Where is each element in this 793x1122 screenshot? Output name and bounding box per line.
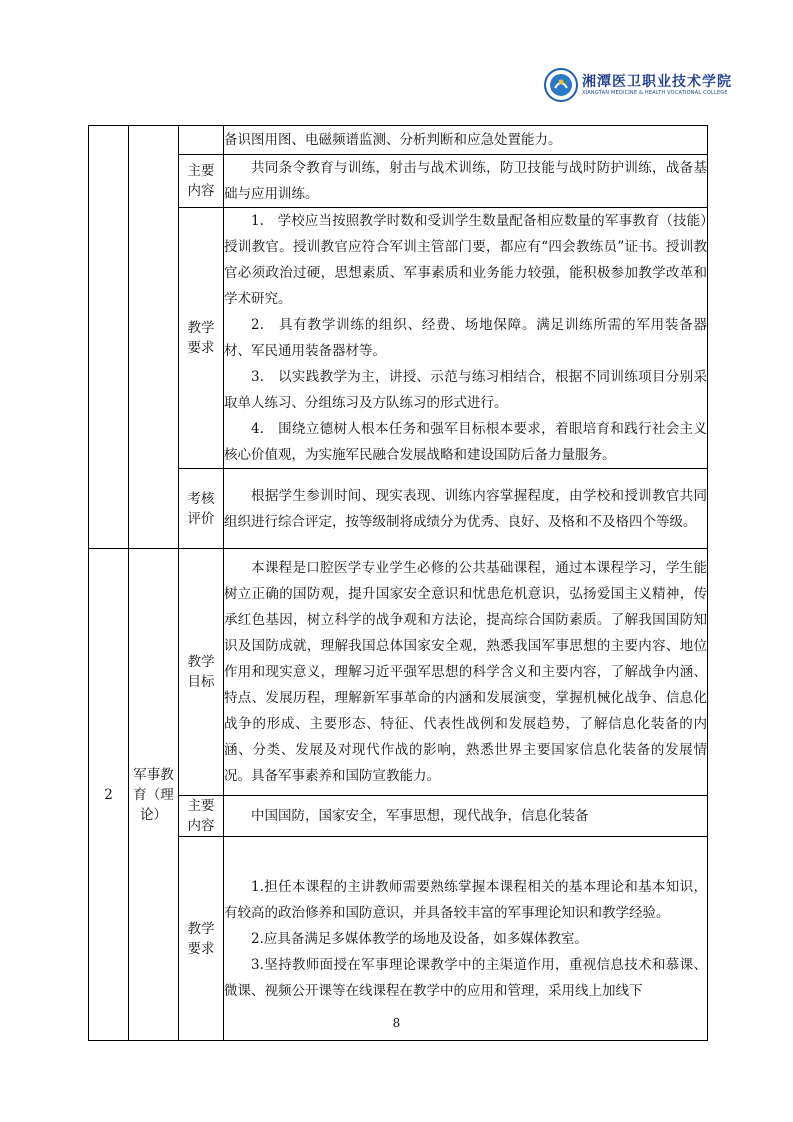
row-label: 主要内容	[179, 796, 224, 837]
content-paragraph: 备识图用图、电磁频谱监测、分析判断和应急处置能力。	[224, 132, 562, 148]
content-paragraph: 2. 具有教学训练的组织、经费、场地保障。满足训练所需的军用装备器材、军民通用装备器材等。	[224, 317, 707, 359]
table-row	[89, 837, 708, 1041]
course-number: 2	[89, 549, 129, 1041]
curriculum-table	[88, 125, 708, 1041]
college-name-en: XIANGTAN MEDICINE & HEALTH VOCATIONAL COLLEGE	[582, 90, 728, 96]
content-paragraph: 3.坚持教师面授在军事理论课教学中的主渠道作用，重视信息技术和慕课、微课、视频公开课等在线课程在教学中的应用和管理，采用线上加线下	[224, 956, 707, 999]
row-content	[224, 208, 708, 469]
content-paragraph: 共同条令教育与训练，射击与战术训练，防卫技能与战时防护训练，战备基础与应用训练。	[224, 160, 707, 202]
row-label: 考核评价	[179, 469, 224, 549]
table-row	[89, 155, 708, 208]
content-paragraph: 根据学生参训时间、现实表现、训练内容掌握程度，由学校和授训教官共同组织进行综合评定，按等级制将成绩分为优秀、良好、及格和不及格四个等级。	[224, 487, 707, 530]
row-content	[224, 126, 708, 155]
table-row	[89, 126, 708, 155]
row-content	[224, 155, 708, 208]
college-emblem-icon	[544, 68, 578, 102]
course-name: 军事教育（理论）	[129, 549, 179, 1041]
content-paragraph: 4. 围绕立德树人根本任务和强军目标根本要求，着眼培育和践行社会主义核心价值观，为实施军民融合发展战略和建设国防后备力量服务。	[224, 421, 707, 463]
table-row	[89, 549, 708, 796]
college-name-cn: 湘潭医卫职业技术学院	[582, 74, 732, 90]
content-paragraph: 3. 以实践教学为主，讲授、示范与练习相结合，根据不同训练项目分别采取单人练习、分组练习及方队练习的形式进行。	[224, 369, 707, 411]
row-content	[224, 469, 708, 549]
content-paragraph: 1. 学校应当按照教学时数和受训学生数量配备相应数量的军事教育（技能）授训教官。授训教官应符合军训主管部门要，都应有“四会教练员”证书。授训教官必须政治过硬，思想素质、军事素质和业务能力较强，能积极参加教学改革和学术研究。	[224, 213, 707, 307]
table-row	[89, 796, 708, 837]
row-content	[224, 837, 708, 1041]
content-paragraph: 本课程是口腔医学专业学生必修的公共基础课程，通过本课程学习，学生能树立正确的国防观，提升国家安全意识和忧患危机意识，弘扬爱国主义精神，传承红色基因，树立科学的战争观和方法论，提高综合国防素质。了解我国国防知识及国防成就，理解我国总体国家安全观，熟悉我国军事思想的主要内容、地位作用和现实意义，理解习近平强军思想的科学含义和主要内容，了解战争内涵、特点、发展历程，理解新军事革命的内涵和发展演变，掌握机械化战争、信息化战争的形成、主要形态、特征、代表性战例和发展趋势，了解信息化装备的内涵、分类、发展及对现代作战的影响，熟悉世界主要国家信息化装备的发展情况。具备军事素养和国防宣教能力。	[224, 560, 707, 784]
row-content	[224, 549, 708, 796]
number-cell	[89, 126, 129, 549]
table-row	[89, 469, 708, 549]
college-logo	[544, 68, 732, 108]
row-label: 教学要求	[179, 837, 224, 1041]
table-row	[89, 208, 708, 469]
row-content	[224, 796, 708, 837]
content-paragraph: 中国国防，国家安全，军事思想，现代战争，信息化装备	[251, 808, 589, 824]
row-label: 教学目标	[179, 549, 224, 796]
row-label: 教学要求	[179, 208, 224, 469]
content-paragraph: 2.应具备满足多媒体教学的场地及设备，如多媒体教室。	[251, 930, 588, 947]
page-number: 8	[392, 1016, 401, 1030]
row-label	[179, 126, 224, 155]
row-label: 主要内容	[179, 155, 224, 208]
content-paragraph: 1.担任本课程的主讲教师需要熟练掌握本课程相关的基本理论和基本知识，有较高的政治修养和国防意识，并具备较丰富的军事理论知识和教学经验。	[224, 878, 707, 921]
course-cell	[129, 126, 179, 549]
